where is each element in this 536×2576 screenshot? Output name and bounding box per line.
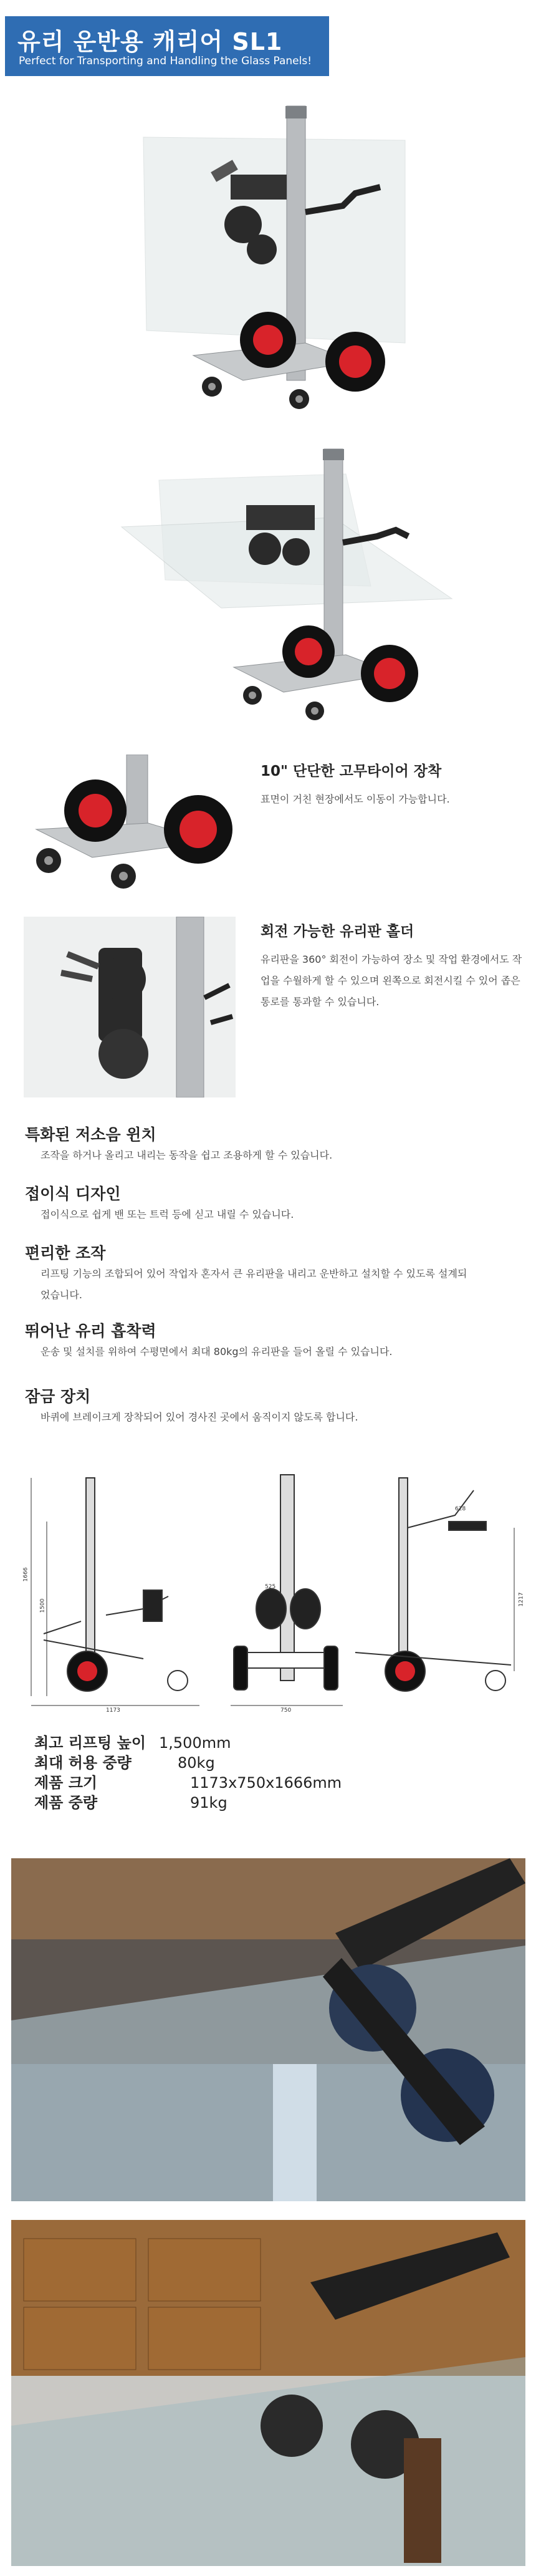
spec-value: 1,500mm — [159, 1734, 231, 1752]
usage-photo-1 — [11, 1858, 525, 2201]
list-item-body: 조작을 하거나 올리고 내리는 동작을 쉽고 조용하게 할 수 있습니다. — [41, 1149, 333, 1161]
spec-key: 최대 허용 중량 — [34, 1754, 132, 1772]
dim-label-length: 1173 — [106, 1707, 120, 1714]
list-item — [25, 1122, 524, 1182]
list-item — [25, 1384, 524, 1444]
spec-table — [34, 1730, 471, 1810]
list-item — [25, 1182, 524, 1241]
spec-row — [34, 1750, 471, 1770]
list-item-title: 잠금 장치 — [25, 1387, 91, 1406]
list-item — [25, 1241, 524, 1319]
product-image-horizontal — [109, 437, 458, 730]
dim-label-reach: 628 — [455, 1506, 466, 1512]
spec-row — [34, 1730, 471, 1750]
list-item-body: 바퀴에 브레이크게 장착되어 있어 경사진 곳에서 움직이지 않도록 합니다. — [41, 1411, 358, 1423]
feature-list — [25, 1122, 524, 1444]
page-subtitle: Perfect for Transporting and Handling the Glass Panels! — [19, 55, 312, 67]
dim-label-width: 750 — [280, 1707, 292, 1714]
spec-key: 제품 중량 — [34, 1794, 98, 1811]
list-item-title: 특화된 저소음 윈치 — [25, 1126, 156, 1144]
product-image-upright — [118, 94, 418, 430]
spec-value: 91kg — [190, 1794, 227, 1811]
spec-value: 1173x750x1666mm — [190, 1774, 342, 1792]
dim-label-height: 1666 — [22, 1567, 29, 1582]
feature-image-holder — [24, 917, 236, 1097]
list-item — [25, 1319, 524, 1384]
list-item-body: 접이식으로 쉽게 밴 또는 트럭 등에 싣고 내릴 수 있습니다. — [41, 1208, 294, 1220]
list-item-body: 리프팅 기능의 조합되어 있어 작업자 혼자서 큰 유리판을 내리고 운반하고 설치할 수 있도록 설계되었습니다. — [41, 1268, 467, 1301]
title-banner — [5, 16, 329, 76]
list-item-title: 뛰어난 유리 흡착력 — [25, 1322, 156, 1340]
dim-label-mast: 1217 — [518, 1592, 525, 1607]
dimension-drawings — [19, 1465, 524, 1715]
page-title: 유리 운반용 캐리어 SL1 — [17, 28, 283, 55]
list-item-title: 접이식 디자인 — [25, 1185, 121, 1203]
feature-title-holder: 회전 가능한 유리판 홀더 — [261, 924, 414, 940]
spec-row — [34, 1770, 471, 1790]
usage-photo-2 — [11, 2220, 525, 2566]
spec-value: 80kg — [178, 1754, 215, 1772]
dim-label-width2: 525 — [265, 1584, 276, 1590]
feature-image-tires — [24, 755, 236, 889]
spec-key: 최고 리프팅 높이 — [34, 1734, 146, 1752]
spec-row — [34, 1790, 471, 1810]
list-item-body: 운송 및 설치를 위하여 수평면에서 최대 80kg의 유리판을 들어 올릴 수 있습니다. — [41, 1346, 393, 1358]
feature-title-tires: 10" 단단한 고무타이어 장착 — [261, 763, 442, 779]
spec-key: 제품 크기 — [34, 1774, 98, 1792]
feature-body-holder: 유리판을 360° 회전이 가능하여 장소 및 작업 환경에서도 작업을 수월하게 할 수 있으며 왼쪽으로 회전시킬 수 있어 좁은 통로를 통과할 수 있습니다. — [261, 953, 522, 1008]
dim-label-lift: 1500 — [39, 1598, 46, 1613]
list-item-title: 편리한 조작 — [25, 1244, 106, 1262]
feature-body-tires: 표면이 거친 현장에서도 이동이 가능합니다. — [261, 793, 450, 805]
